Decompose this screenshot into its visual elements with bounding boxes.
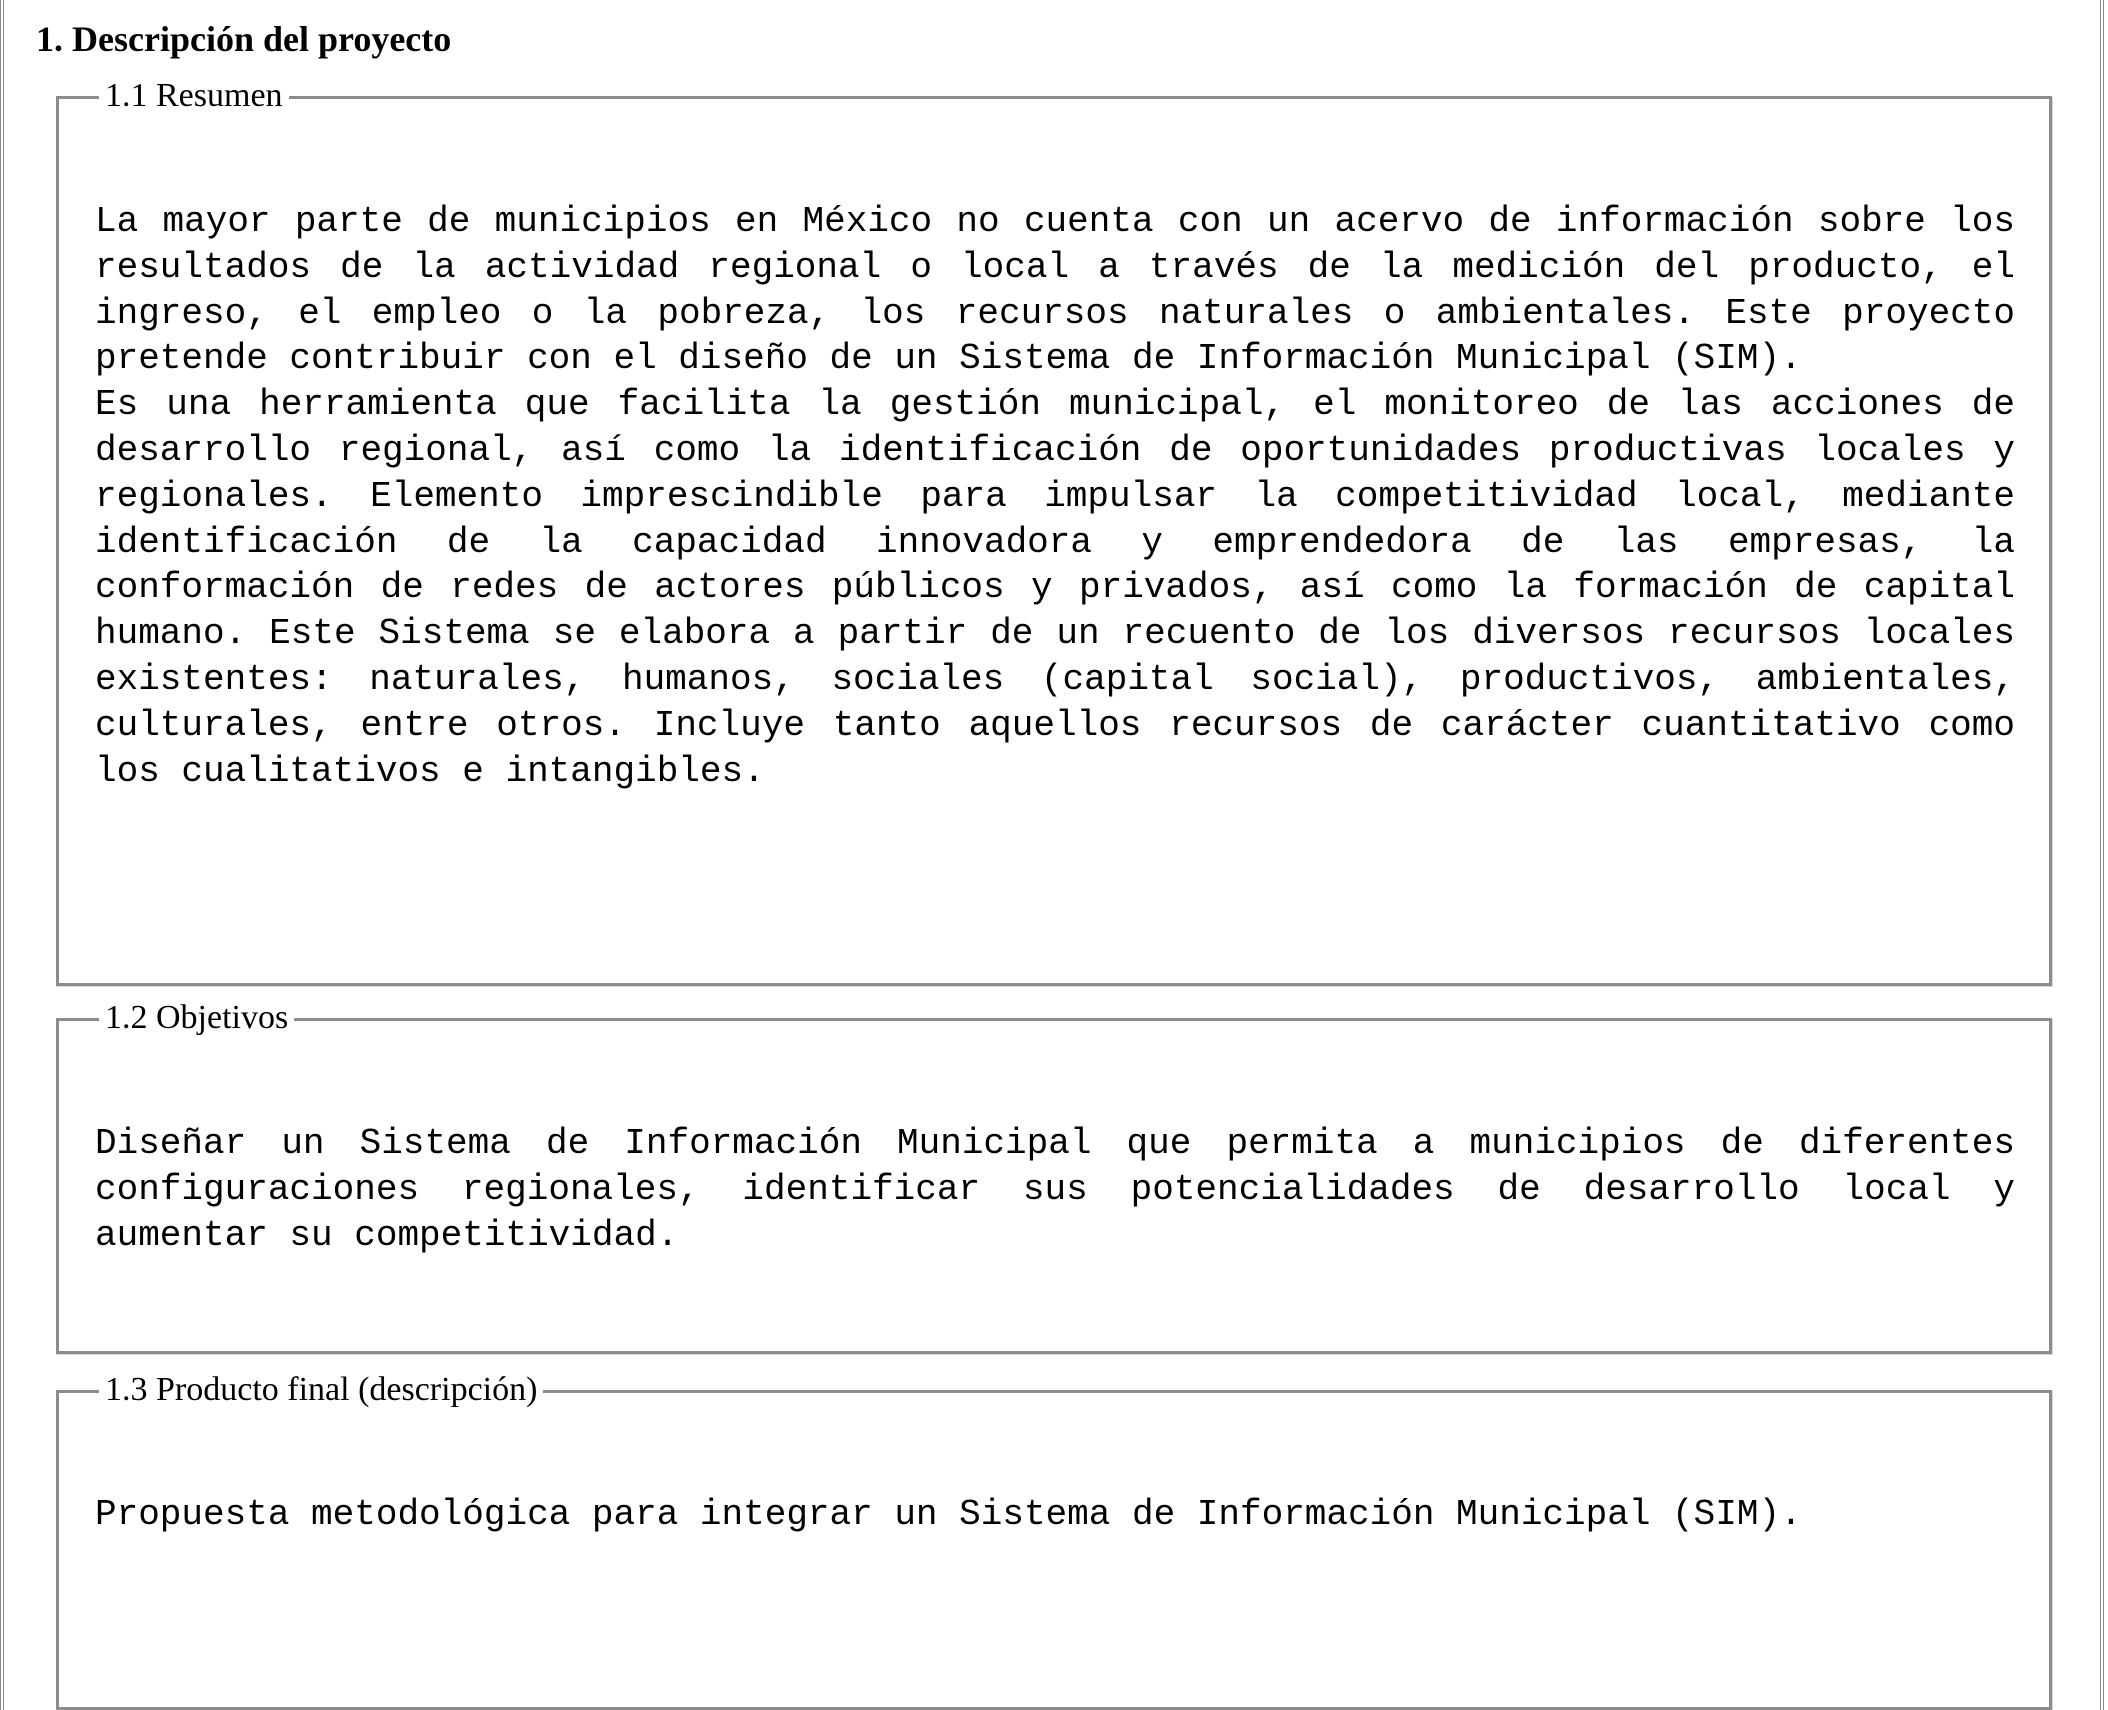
legend-producto-final: 1.3 Producto final (descripción) — [99, 1370, 543, 1410]
legend-resumen: 1.1 Resumen — [99, 76, 289, 116]
resumen-paragraph-2: Es una herramienta que facilita la gestión municipal, el monitoreo de las acciones de desarrollo regional, así como la identificación de oportunidades productivas locales y regionales. Elemento imprescindible para impulsar la competitividad local, mediante identificación de la capacidad innovadora y emprendedora de las empresas, la conformación de redes de actores públicos y privados, así como la formación de capital humano. Este Sistema se elabora a partir de un recuento de los diversos recursos locales existentes: naturales, humanos, sociales (capital social), productivos, ambientales, culturales, entre otros. Incluye tanto aquellos recursos de carácter cuantitativo como los cualitativos e intangibles. — [95, 384, 2015, 792]
fieldset-producto-final — [56, 1371, 2052, 1710]
section-title: 1. Descripción del proyecto — [36, 19, 452, 59]
resumen-paragraph-1: La mayor parte de municipios en México no cuenta con un acervo de información sobre los resultados de la actividad regional o local a través de la medición del producto, el ingreso, el empleo o la pobreza, los recursos naturales o ambientales. Este proyecto pretende contribuir con el diseño de un Sistema de Información Municipal (SIM). — [95, 201, 2015, 380]
resumen-text — [95, 199, 2015, 794]
producto-final-paragraph: Propuesta metodológica para integrar un Sistema de Información Municipal (SIM). — [95, 1494, 1802, 1535]
objetivos-text — [95, 1121, 2015, 1258]
legend-objetivos: 1.2 Objetivos — [99, 998, 294, 1038]
producto-final-text — [95, 1492, 2015, 1538]
objetivos-paragraph: Diseñar un Sistema de Información Municipal que permita a municipios de diferentes configuraciones regionales, identificar sus potencialidades de desarrollo local y aumentar su competitividad. — [95, 1123, 2015, 1256]
fieldset-resumen — [56, 77, 2052, 986]
fieldset-objetivos — [56, 999, 2052, 1354]
